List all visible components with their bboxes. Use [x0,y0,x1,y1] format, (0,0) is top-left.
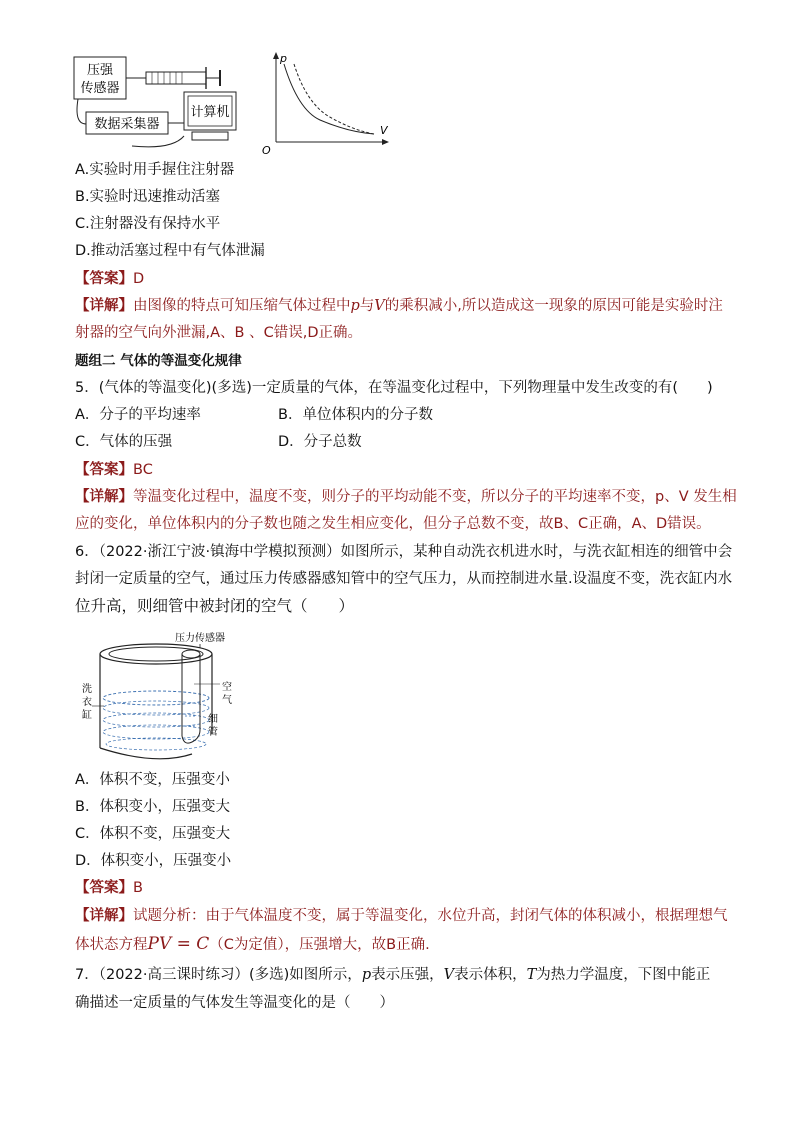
q5-option-a: A．分子的平均速率 [75,407,201,423]
apparatus-figure [72,54,242,158]
q6-option-c: C．体积不变，压强变大 [75,826,231,842]
tube-label-2: 管 [208,727,218,738]
q4-option-a: A.实验时用手握住注射器 [75,162,235,178]
q5-stem: 5．(气体的等温变化)(多选)一定质量的气体，在等温变化过程中，下列物理量中发生改变的有( ) [75,380,713,396]
sensor-label-bottom: 传感器 [80,81,120,96]
axis-p-label: p [280,52,287,65]
q6-detail-line2: 体状态方程PV = C（C为定值），压强增大，故B正确. [75,934,430,954]
q4-detail-line1: 【详解】由图像的特点可知压缩气体过程中p与V的乘积减小,所以造成这一现象的原因可能是实验时注 [75,298,723,314]
q7-stem-line2: 确描述一定质量的气体发生等温变化的是（ ） [75,995,394,1011]
q6-answer [75,879,143,897]
q5-detail-line1: 【详解】等温变化过程中，温度不变，则分子的平均动能不变，所以分子的平均速率不变，p、V 发生相 [75,489,737,505]
q5-option-c: C．气体的压强 [75,434,173,450]
q6-option-d: D．体积变小，压强变小 [75,853,232,869]
washer-figure [72,626,252,766]
computer-label: 计算机 [190,105,230,120]
group-title: 题组二 气体的等温变化规律 [75,353,242,369]
q6-stem-line1: 6．（2022·浙江宁波·镇海中学模拟预测）如图所示，某种自动洗衣机进水时，与洗衣缸相连的细管中会 [75,544,733,560]
pv-graph [258,50,393,158]
q6-stem-line3: 位升高，则细管中被封闭的空气（ ） [75,597,355,615]
q6-option-b: B．体积变小，压强变大 [75,799,230,815]
q4-answer [75,270,144,288]
q4-option-b: B.实验时迅速推动活塞 [75,189,221,205]
answer-tag: 【答案】 [75,271,133,287]
q5-option-b: B．单位体积内的分子数 [278,407,433,423]
answer-value: B [133,880,143,896]
collector-label: 数据采集器 [94,117,160,132]
tub-label-2: 衣 [82,697,92,708]
q5-answer [75,461,153,479]
q4-detail-line2: 射器的空气向外泄漏,A、B 、C错误,D正确。 [75,325,362,341]
detail-tag: 【详解】 [75,489,133,505]
q6-detail-line1: 【详解】试题分析：由于气体温度不变，属于等温变化，水位升高，封闭气体的体积减小，根据理想气 [75,908,728,924]
air-label-1: 空 [222,682,232,693]
q4-option-c: C.注射器没有保持水平 [75,216,221,232]
formula: PV = C [147,934,210,954]
answer-value: D [133,271,145,287]
q5-option-d: D．分子总数 [278,434,362,450]
tub-label-3: 缸 [82,710,92,721]
q6-stem-line2: 封闭一定质量的空气，通过压力传感器感知管中的空气压力，从而控制进水量.设温度不变，洗衣缸内水 [75,571,733,587]
axis-v-label: V [380,124,388,137]
pressure-sensor-label: 压力传感器 [175,633,225,644]
sensor-label-top: 压强 [86,63,114,78]
detail-tag: 【详解】 [75,298,133,314]
q6-option-a: A．体积不变，压强变小 [75,772,230,788]
answer-value: BC [133,462,153,478]
q7-stem-line1: 7．（2022·高三课时练习）(多选)如图所示，p表示压强，V表示体积，T为热力学温度，下图中能正 [75,967,711,983]
detail-tag: 【详解】 [75,908,133,924]
air-label-2: 气 [222,695,232,706]
answer-tag: 【答案】 [75,462,133,478]
answer-tag: 【答案】 [75,880,133,896]
tube-label-1: 细 [208,714,218,725]
origin-label: O [262,144,271,157]
tub-label-1: 洗 [82,684,92,695]
q5-detail-line2: 应的变化，单位体积内的分子数也随之发生相应变化，但分子总数不变，故B、C正确，A、D错误。 [75,516,711,532]
q4-option-d: D.推动活塞过程中有气体泄漏 [75,243,265,259]
